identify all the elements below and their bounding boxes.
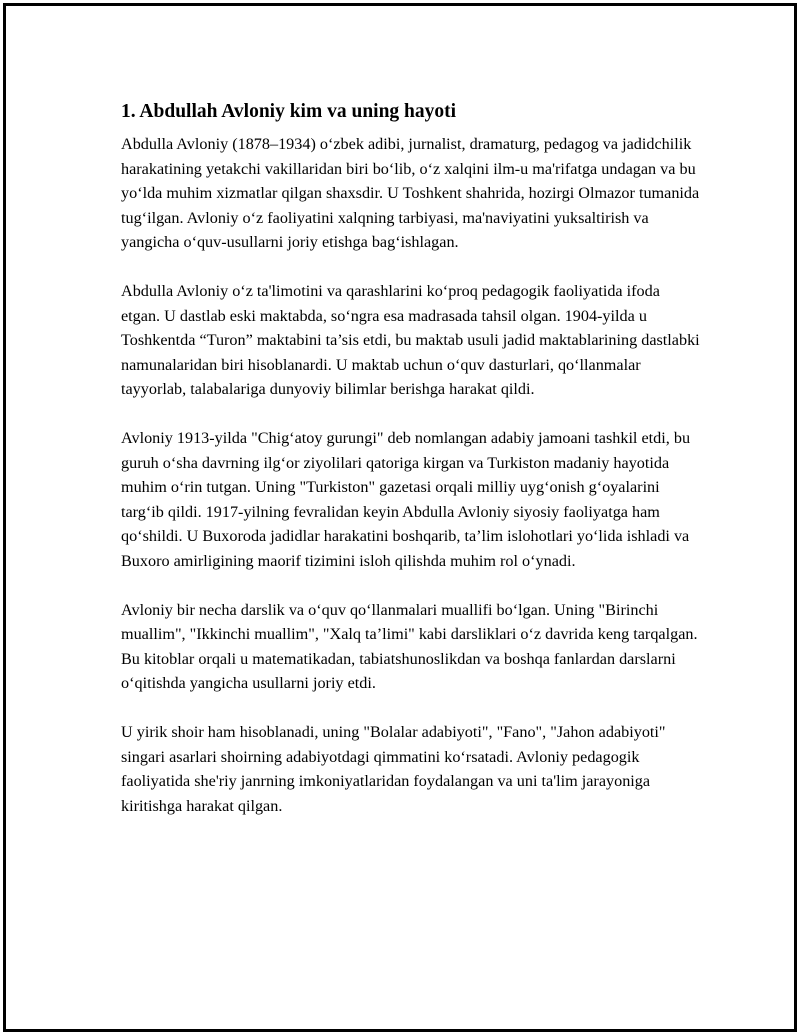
paragraph-2: Abdulla Avloniy o‘z ta'limotini va qarashlarini ko‘proq pedagogik faoliyatida ifoda etgan. U dastlab eski maktabda, so‘ngra esa madrasada tahsil olgan. 1904-yilda u Toshkentda “Turon” maktabini ta’sis etdi, bu maktab usuli jadid maktablarining dastlabki namunalaridan biri hisoblanardi. U maktab uchun o‘quv dasturlari, qo‘llanmalar tayyorlab, talabalariga dunyoviy bilimlar berishga harakat qildi.	[121, 282, 700, 398]
paragraph-3: Avloniy 1913-yilda "Chig‘atoy gurungi" deb nomlangan adabiy jamoani tashkil etdi, bu guruh o‘sha davrning ilg‘or ziyolilari qatoriga kirgan va Turkiston madaniy hayotida muhim o‘rin tutgan. Uning "Turkiston" gazetasi orqali milliy uyg‘onish g‘oyalarini targ‘ib qildi. 1917-yilning fevralidan keyin Abdulla Avloniy siyosiy faoliyatga ham qo‘shildi. U Buxoroda jadidlar harakatini boshqarib, ta’lim islohotlari yo‘lida ishladi va Buxoro amirligining maorif tizimini isloh qilishda muhim rol o‘ynadi.	[121, 429, 691, 570]
paragraph-1: Abdulla Avloniy (1878–1934) o‘zbek adibi, jurnalist, dramaturg, pedagog va jadidchilik harakatining yetakchi vakillaridan biri bo‘lib, o‘z xalqini ilm-u ma'rifatga undagan va bu yo‘lda muhim xizmatlar qilgan shaxsdir. U Toshkent shahrida, hozirgi Olmazor tumanida tug‘ilgan. Avloniy o‘z faoliyatini xalqning tarbiyasi, ma'naviyatini yuksaltirish va yangicha o‘quv-usullarni joriy etishga bag‘ishlagan.	[121, 135, 700, 251]
paragraph-5: U yirik shoir ham hisoblanadi, uning "Bolalar adabiyoti", "Fano", "Jahon adabiyoti" singari asarlari shoirning adabiyotdagi qimmatini ko‘rsatadi. Avloniy pedagogik faoliyatida she'riy janrning imkoniyatlaridan foydalangan va uni ta'lim jarayoniga kiritishga harakat qilgan.	[121, 723, 666, 815]
page-frame	[3, 3, 797, 1032]
document-body	[121, 98, 701, 843]
section-heading: 1. Abdullah Avloniy kim va uning hayoti	[121, 101, 457, 122]
paragraph-4: Avloniy bir necha darslik va o‘quv qo‘llanmalari muallifi bo‘lgan. Uning "Birinchi muallim", "Ikkinchi muallim", "Xalq ta’limi" kabi darsliklari o‘z davrida keng tarqalgan. Bu kitoblar orqali u matematikadan, tabiatshunoslikdan va boshqa fanlardan darslarni o‘qitishda yangicha usullarni joriy etdi.	[121, 600, 698, 692]
